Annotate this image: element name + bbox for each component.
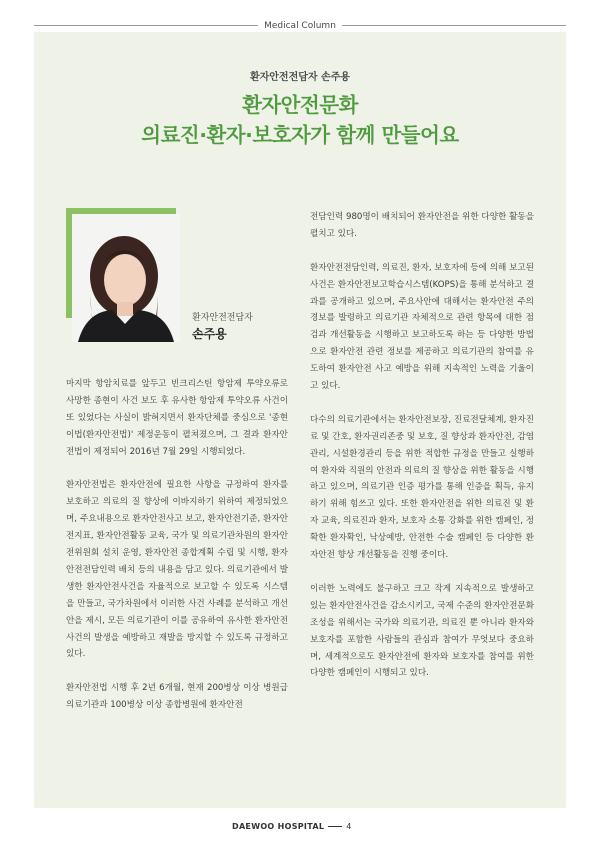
page-number: 4 [346,822,352,831]
paragraph: 환자안전전담인력, 의료진, 환자, 보호자에 등에 의해 보고된 사건은 환자안전보고학습시스템(KOPS)을 통해 분석하고 결과를 공개하고 있으며, 주요사안에 대해서는 환자안전 주의경보를 발령하고 의료기관 자체적으로 관련 항목에 대한 점검과 개선활동을 시행하고 보고하도록 하는 등 다양한 방법으로 환자안전 관련 정보를 제공하고 의료기관의 참여를 유도하여 환자안전 사고 예방을 위해 지속적인 노력을 기울이고 있다. [310,262,534,392]
section-label: Medical Column [0,21,600,31]
title-line-1: 환자안전문화 [242,93,358,117]
paragraph: 이러한 노력에도 불구하고 크고 작게 지속적으로 발생하고 있는 환자안전사건을 감소시키고, 국제 수준의 환자안전문화 조성을 위해서는 국가와 의료기관, 의료진 뿐 아니라 환자와 보호자를 포함한 사람들의 관심과 참여가 무엇보다 중요하며, 세계적으로도 환자안전에 환자와 보호자를 참여를 위한 다양한 캠페인이 시행되고 있다. [310,583,534,679]
paragraph: 전담인력 980명이 배치되어 환자안전을 위한 다양한 활동을 펼치고 있다. [310,212,534,239]
article-column-right [310,209,534,699]
title-line-2: 의료진·환자·보호자가 함께 만들어요 [141,123,459,147]
paragraph: 환자안전법 시행 후 2년 6개월, 현재 200병상 이상 병원급 의료기관과 100병상 이상 종합병원에 환자안전 [66,683,288,711]
article-column-left [66,376,288,731]
article-byline: 환자안전전담자 손주용 [249,72,351,83]
paragraph: 다수의 의료기관에서는 환자안전보장, 진료전달체계, 환자진료 및 간호, 환자권리존중 및 보호, 질 향상과 환자안전, 감염관리, 시설환경관리 등을 위한 적합한 규정을 만들고 실행하여 환자와 직원의 안전과 의료의 질 향상을 위한 활동을 시행하고 있으며, 의료기관 인증 평가를 통해 인증을 획득, 유지하기 위해 힘쓰고 있다. 또한 환자안전을 위한 의료진 및 환자 교육, 의료진과 환자, 보호자 소통 강화를 위한 캠페인, 정확한 환자확인, 낙상예방, 안전한 수술 캠페인 등 다양한 환자안전 향상 개선활동을 진행 중이다. [310,414,534,561]
article-title [0,90,600,150]
footer-divider [328,826,342,827]
footer-brand: DAEWOO HOSPITAL [232,822,325,831]
page-footer [232,822,352,831]
author-photo [72,214,180,342]
author-name: 손주용 [192,327,227,341]
paragraph: 마지막 항암치료를 앞두고 빈크리스틴 항암제 투약오류로 사망한 종현이 사건 보도 후 유사한 항암제 투약오류 사건이 또 있었다는 사실이 밝혀지면서 환자단체를 중심으로 '종현이법(환자안전법)' 제정운동이 펼쳐졌으며, 그 결과 환자안전법이 제정되어 2016년 7월 29일 시행되었다. [66,379,288,457]
paragraph: 환자안전법은 환자안전에 필요한 사항을 규정하여 환자를 보호하고 의료의 질 향상에 이바지하기 위하여 제정되었으며, 주요내용으로 환자안전사고 보고, 환자안전기준, 환자안전지표, 환자안전활동 교육, 국가 및 의료기관차원의 환자안전위원회 설치 운영, 환자안전 종합계획 수립 및 시행, 환자안전전담인력 배치 등의 내용을 담고 있다. 의료기관에서 발생한 환자안전사건을 자율적으로 보고할 수 있도록 시스템을 만들고, 국가차원에서 이러한 사건 사례를 분석하고 개선안을 제시, 모든 의료기관이 이를 공유하여 유사한 환자안전사건의 발생을 예방하고 재발을 방지할 수 있도록 규정하고 있다. [66,480,288,660]
author-role: 환자안전전담자 [192,313,253,323]
